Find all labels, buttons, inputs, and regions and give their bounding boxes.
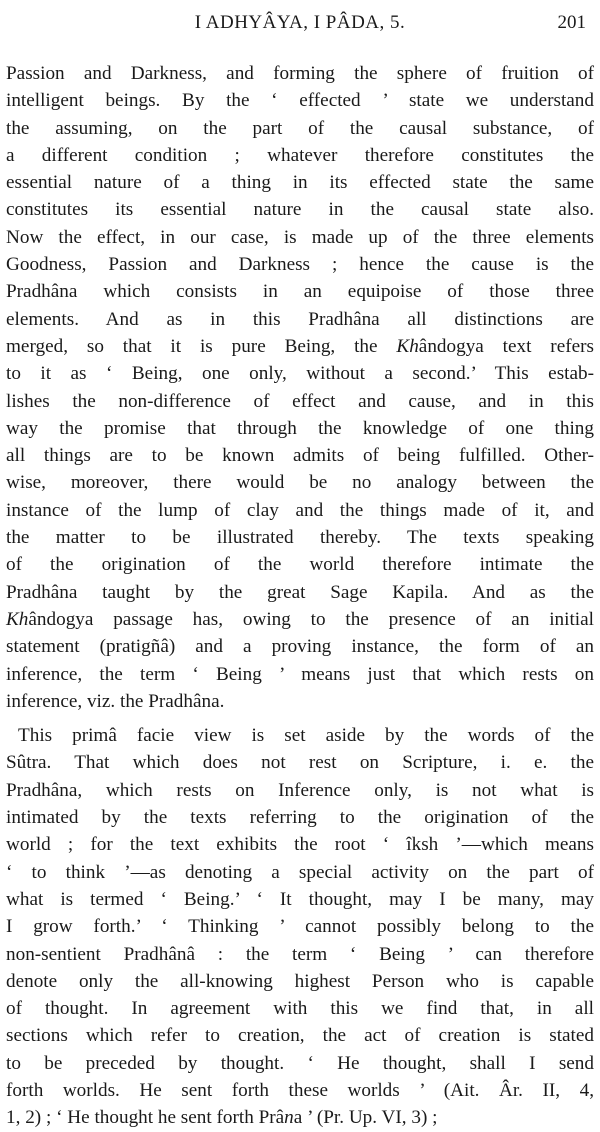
text-line (6, 859, 594, 886)
text-line (6, 1050, 594, 1077)
text-segment: to it as ‘ Being, one only, without a second.’ This estab- (6, 363, 594, 385)
text-segment: constitutes its essential nature in the causal state also. (6, 199, 594, 221)
text-line (6, 661, 594, 688)
text-segment: Pradhâna which consists in an equipoise of those three (6, 281, 594, 303)
text-segment: of thought. In agreement with this we find that, in all (6, 998, 594, 1020)
text-line (6, 886, 594, 913)
text-line (6, 913, 594, 940)
text-segment: forth worlds. He sent forth these worlds ’ (Ait. Âr. II, 4, (6, 1079, 594, 1101)
text-line (6, 1022, 594, 1049)
text-line (6, 196, 594, 223)
text-segment: the matter to be illustrated thereby. The texts speaking (6, 527, 594, 549)
text-line (6, 633, 594, 660)
text-segment: elements. And as in this Pradhâna all distinctions are (6, 308, 594, 330)
text-line (6, 688, 594, 715)
text-line (6, 169, 594, 196)
italic-text: Kh (6, 608, 29, 630)
text-segment: inference, the term ‘ Being ’ means just that which rests on (6, 663, 594, 685)
text-segment: Pradhâna taught by the great Sage Kapila. And as the (6, 581, 594, 603)
text-segment: This primâ facie view is set aside by the words of the (18, 725, 594, 747)
italic-text: Kh (396, 335, 419, 357)
text-segment: sections which refer to creation, the act of creation is stated (6, 1025, 594, 1047)
text-line (6, 1077, 594, 1104)
text-line (6, 388, 594, 415)
text-line (6, 579, 594, 606)
text-segment: ândogya passage has, owing to the presence of an initial (28, 608, 594, 630)
text-segment: Now the effect, in our case, is made up of the three elements (6, 226, 594, 248)
text-segment: of the origination of the world therefore intimate the (6, 554, 594, 576)
text-segment: Pradhâna, which rests on Inference only, is not what is (6, 779, 594, 801)
text-line (6, 777, 594, 804)
text-segment: instance of the lump of clay and the things made of it, and (6, 499, 594, 521)
text-segment: ‘ to think ’—as denoting a special activity on the part of (6, 861, 594, 883)
text-segment: lishes the non-difference of effect and cause, and in this (6, 390, 594, 412)
text-segment: intelligent beings. By the ‘ effected ’ state we understand (6, 90, 594, 112)
text-segment: essential nature of a thing in its effected state the same (6, 172, 594, 194)
text-segment: statement (pratigñâ) and a proving instance, the form of an (6, 636, 594, 658)
text-segment: a different condition ; whatever therefore constitutes the (6, 144, 594, 166)
text-segment: to be preceded by thought. ‘ He thought, shall I send (6, 1052, 594, 1074)
page-number: 201 (557, 12, 586, 33)
text-segment: wise, moreover, there would be no analogy between the (6, 472, 594, 494)
text-line (6, 306, 594, 333)
text-line (6, 115, 594, 142)
text-segment: world ; for the text exhibits the root ‘ îksh ’—which means (6, 834, 594, 856)
text-line (6, 142, 594, 169)
text-line (6, 831, 594, 858)
text-segment: Sûtra. That which does not rest on Scripture, i. e. the (6, 752, 594, 774)
text-line (6, 333, 594, 360)
text-line (6, 968, 594, 995)
text-segment: intimated by the texts referring to the origination of the (6, 807, 594, 829)
text-line (6, 278, 594, 305)
text-line (6, 497, 594, 524)
text-line (6, 1104, 594, 1131)
text-segment: all things are to be known admits of being fulfilled. Other- (6, 445, 594, 467)
text-segment: inference, viz. the Pradhâna. (6, 690, 225, 712)
text-line (6, 995, 594, 1022)
text-line (6, 87, 594, 114)
text-segment: 1, 2) ; ‘ He thought he sent forth Prâ (6, 1107, 285, 1129)
text-segment: what is termed ‘ Being.’ ‘ It thought, may I be many, may (6, 888, 594, 910)
text-line (6, 60, 594, 87)
paragraph (6, 60, 594, 715)
running-head (0, 12, 600, 42)
text-line (6, 224, 594, 251)
italic-text: n (284, 1107, 294, 1129)
text-line (6, 804, 594, 831)
text-line (6, 551, 594, 578)
text-segment: the assuming, on the part of the causal substance, of (6, 117, 594, 139)
text-line (6, 722, 594, 749)
text-line (6, 360, 594, 387)
text-line (6, 606, 594, 633)
text-line (6, 251, 594, 278)
text-line (6, 749, 594, 776)
text-segment: I grow forth.’ ‘ Thinking ’ cannot possibly belong to the (6, 916, 594, 938)
text-segment: Goodness, Passion and Darkness ; hence the cause is the (6, 254, 594, 276)
text-segment: way the promise that through the knowledge of one thing (6, 417, 594, 439)
text-segment: ândogya text refers (418, 335, 594, 357)
text-line (6, 415, 594, 442)
text-line (6, 941, 594, 968)
text-segment: denote only the all-knowing highest Person who is capable (6, 970, 594, 992)
text-segment: non-sentient Pradhânâ : the term ‘ Being ’ can therefore (6, 943, 594, 965)
paragraph (6, 722, 594, 1131)
body-text (6, 60, 594, 1132)
text-line (6, 524, 594, 551)
text-segment: merged, so that it is pure Being, the (6, 335, 397, 357)
running-head-title: I ADHYÂYA, I PÂDA, 5. (194, 12, 406, 33)
text-line (6, 469, 594, 496)
text-line (6, 442, 594, 469)
text-segment: a ’ (Pr. Up. VI, 3) ; (293, 1107, 438, 1129)
text-segment: Passion and Darkness, and forming the sphere of fruition of (6, 63, 594, 84)
